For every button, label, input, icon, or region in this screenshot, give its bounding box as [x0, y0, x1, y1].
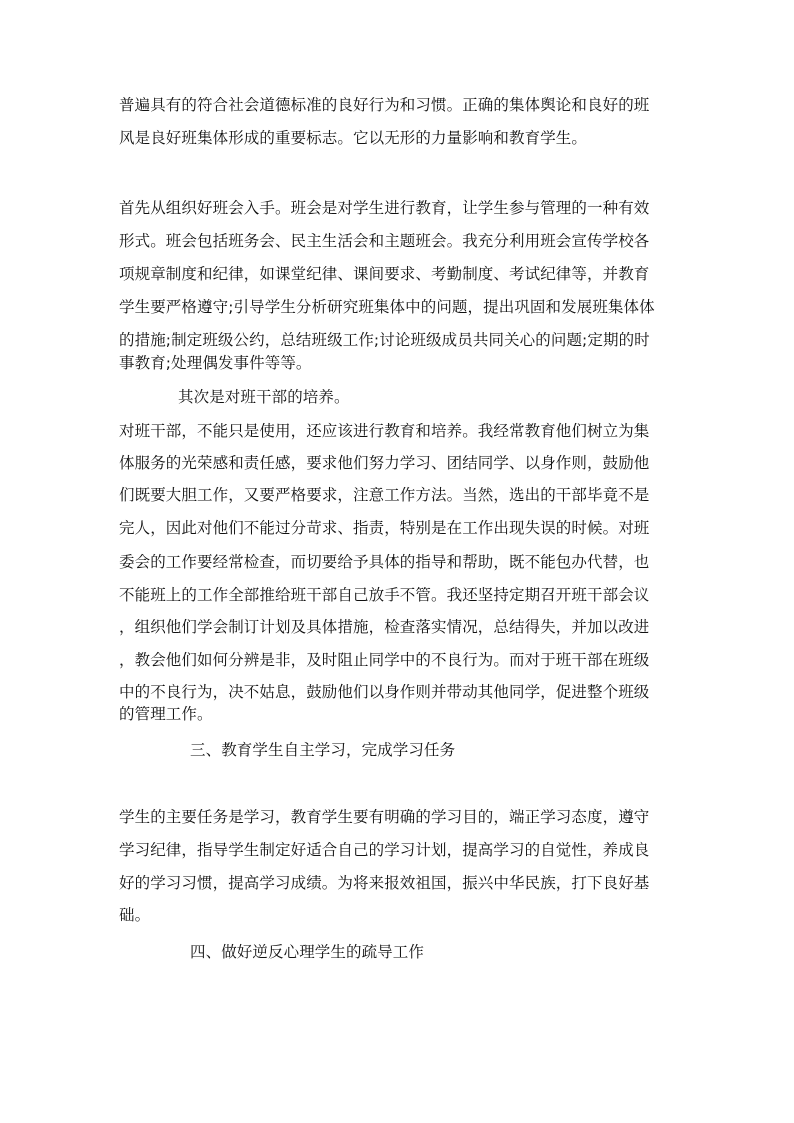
paragraph-6-line-3: 好的学习习惯，提高学习成绩。为将来报效祖国，振兴中华民族，打下良好基	[119, 874, 650, 892]
paragraph-6-line-2: 学习纪律，指导学生制定好适合自己的学习计划，提高学习的自觉性，养成良	[119, 841, 650, 859]
paragraph-1-line-1: 普遍具有的符合社会道德标准的良好行为和习惯。正确的集体舆论和良好的班	[119, 96, 650, 114]
paragraph-4-line-6: 不能班上的工作全部推给班干部自己放手不管。我还坚持定期召开班干部会议	[119, 586, 650, 604]
section-heading-four: 四、做好逆反心理学生的疏导工作	[190, 943, 425, 961]
paragraph-2-line-5: 的措施;制定班级公约，总结班级工作;讨论班级成员共同关心的问题;定期的时	[119, 331, 650, 349]
paragraph-2-line-1: 首先从组织好班会入手。班会是对学生进行教育，让学生参与管理的一种有效	[119, 199, 650, 217]
paragraph-4-line-5: 委会的工作要经常检查，而切要给予具体的指导和帮助，既不能包办代替，也	[119, 553, 650, 571]
paragraph-2-line-4: 学生要严格遵守;引导学生分析研究班集体中的问题，提出巩固和发展班集体体	[119, 298, 655, 316]
section-heading-class-cadres: 其次是对班干部的培养。	[178, 388, 350, 406]
paragraph-4-line-8: ，教会他们如何分辨是非，及时阻止同学中的不良行为。而对于班干部在班级	[119, 651, 650, 669]
paragraph-4-line-3: 们既要大胆工作，又要严格要求，注意工作方法。当然，选出的干部毕竟不是	[119, 486, 650, 504]
paragraph-6-line-4: 础。	[119, 906, 151, 924]
paragraph-4-line-10: 的管理工作。	[119, 705, 213, 723]
paragraph-4-line-1: 对班干部，不能只是使用，还应该进行教育和培养。我经常教育他们树立为集	[119, 422, 650, 440]
paragraph-4-line-2: 体服务的光荣感和责任感，要求他们努力学习、团结同学、以身作则，鼓励他	[119, 454, 650, 472]
paragraph-4-line-4: 完人，因此对他们不能过分苛求、指责，特别是在工作出现失误的时候。对班	[119, 519, 650, 537]
paragraph-6-line-1: 学生的主要任务是学习，教育学生要有明确的学习目的，端正学习态度，遵守	[119, 808, 650, 826]
paragraph-4-line-9: 中的不良行为，决不姑息，鼓励他们以身作则并带动其他同学，促进整个班级	[119, 683, 650, 701]
paragraph-4-line-7: ，组织他们学会制订计划及具体措施，检查落实情况，总结得失，并加以改进	[119, 618, 650, 636]
paragraph-1-line-2: 风是良好班集体形成的重要标志。它以无形的力量影响和教育学生。	[119, 129, 588, 147]
section-heading-three: 三、教育学生自主学习，完成学习任务	[190, 741, 456, 759]
paragraph-2-line-6: 事教育;处理偶发事件等等。	[119, 354, 312, 372]
paragraph-2-line-3: 项规章制度和纪律，如课堂纪律、课间要求、考勤制度、考试纪律等，并教育	[119, 265, 650, 283]
paragraph-2-line-2: 形式。班会包括班务会、民主生活会和主题班会。我充分利用班会宣传学校各	[119, 232, 650, 250]
